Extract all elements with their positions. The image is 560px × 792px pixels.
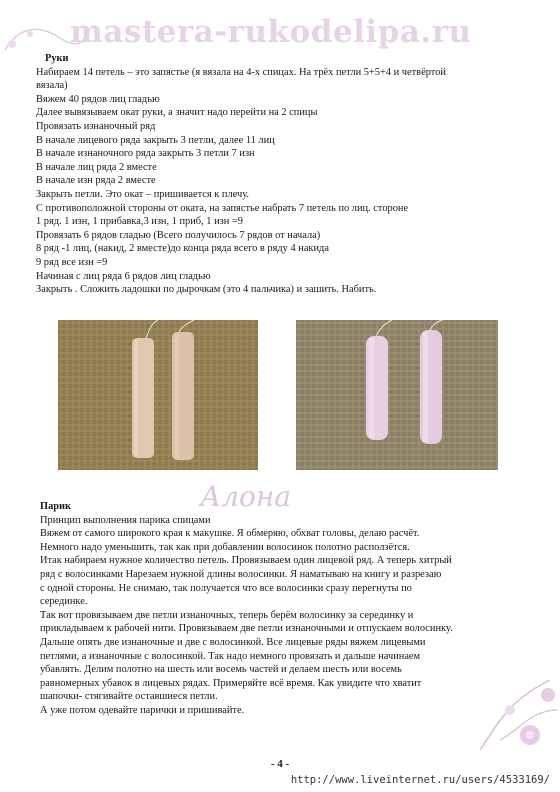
signature-script: Алона: [200, 480, 292, 513]
arms-line: Вяжем 40 рядов лиц гладью: [36, 93, 160, 105]
wig-line: Немного надо уменьшить, так как при добавлении волосинок полотно расползётся.: [40, 541, 410, 553]
wig-line: убавлять. Делим полотно на шесть или восемь частей и делаем шесть или восемь: [40, 664, 402, 676]
arms-line: Начиная с лиц ряда 6 рядов лиц гладью: [36, 270, 211, 282]
arms-line: В начале изн ряда 2 вместе: [36, 175, 156, 187]
arms-line: В начале изнаночного ряда закрыть 3 петли 7 изн: [36, 148, 255, 160]
wig-line: шапочки- стягивайте оставшиеся петли.: [40, 691, 218, 703]
wig-line: прикладываем к рабочей нити. Провязываем две петли изнаночными и отпускаем волосинку.: [40, 623, 453, 635]
footer-url[interactable]: http://www.liveinternet.ru/users/4533169/: [290, 774, 550, 786]
arms-line: В начале лицевого ряда закрыть 3 петли, далее 11 лиц: [36, 134, 275, 146]
arms-line: В начале лиц ряда 2 вместе: [36, 161, 157, 173]
arms-section: [36, 52, 536, 297]
photo-knitted-arms-pink: [296, 320, 498, 470]
arms-line: 8 ряд -1 лиц, (накид, 2 вместе)до конца ряда всего в ряду 4 накида: [36, 243, 329, 255]
wig-line: Так вот провязываем две петли изнаночных, теперь берём волосинку за серединку и: [40, 609, 414, 621]
wig-line: с одной стороны. Не снимаю, так получается что все волосинки сразу перегнуты по: [40, 582, 412, 594]
arms-line: 1 ряд. 1 изн, 1 прибавка,3 изн, 1 приб, 1 изн =9: [36, 216, 243, 228]
wig-line: ряд с волосинками Нарезаем нужной длины волосинки. Я наматываю на книгу и разрезаю: [40, 568, 442, 580]
wig-section: [36, 500, 536, 718]
arms-line: Закрыть петли. Это окат – пришивается к плечу.: [36, 188, 249, 200]
wig-line: Вяжем от самого широкого края к макушке. Я обмеряю, обхват головы, делаю расчёт.: [40, 528, 420, 540]
wig-line: равномерных убавок в лицевых рядах. Примеряйте всё время. Как увидите что хватит: [40, 677, 422, 689]
arms-line: Провязать изнаночный ряд: [36, 120, 156, 132]
wig-heading: Парик: [40, 501, 72, 512]
arms-line: С противоположной стороны от оката, на запястье набрать 7 петель по лиц. стороне: [36, 202, 409, 214]
page-number: - 4 -: [270, 758, 290, 770]
wig-line: Принцип выполнения парика спицами: [40, 514, 211, 526]
arms-line: Провязать 6 рядов гладью (Всего получилось 7 рядов от начала): [36, 229, 321, 241]
arms-heading: Руки: [45, 53, 69, 64]
watermark-text: mastera-rukodelipa.ru: [70, 14, 472, 50]
wig-line: Дальше опять две изнаночные и две с волосинкой. Все лицевые ряды вяжем лицевыми: [40, 636, 426, 648]
arms-line: Набираем 14 петель – это запястье (я вязала на 4-х спицах. На трёх петли 5+5+4 и четвёртой: [36, 66, 446, 78]
arms-line: 9 ряд все изн =9: [36, 256, 108, 268]
photo-knitted-arms-beige: [58, 320, 258, 470]
arms-line: Закрыть . Сложить ладошки по дырочкам (это 4 пальчика) и зашить. Набить.: [36, 284, 377, 296]
wig-line: петлями, а изнаночные с волосинкой. Так надо немного провязать и дальше начинаем: [40, 650, 421, 662]
wig-line: Итак набираем нужное количество петель. Провязываем один лицевой ряд. А теперь хитрый: [40, 555, 452, 567]
wig-line: серединке.: [40, 596, 88, 608]
arms-line: Далее вывязываем окат руки, а значит надо перейти на 2 спицы: [36, 107, 318, 119]
arms-line: вязала): [36, 80, 68, 92]
wig-line: А уже потом одевайте парички и пришивайте.: [40, 704, 245, 716]
